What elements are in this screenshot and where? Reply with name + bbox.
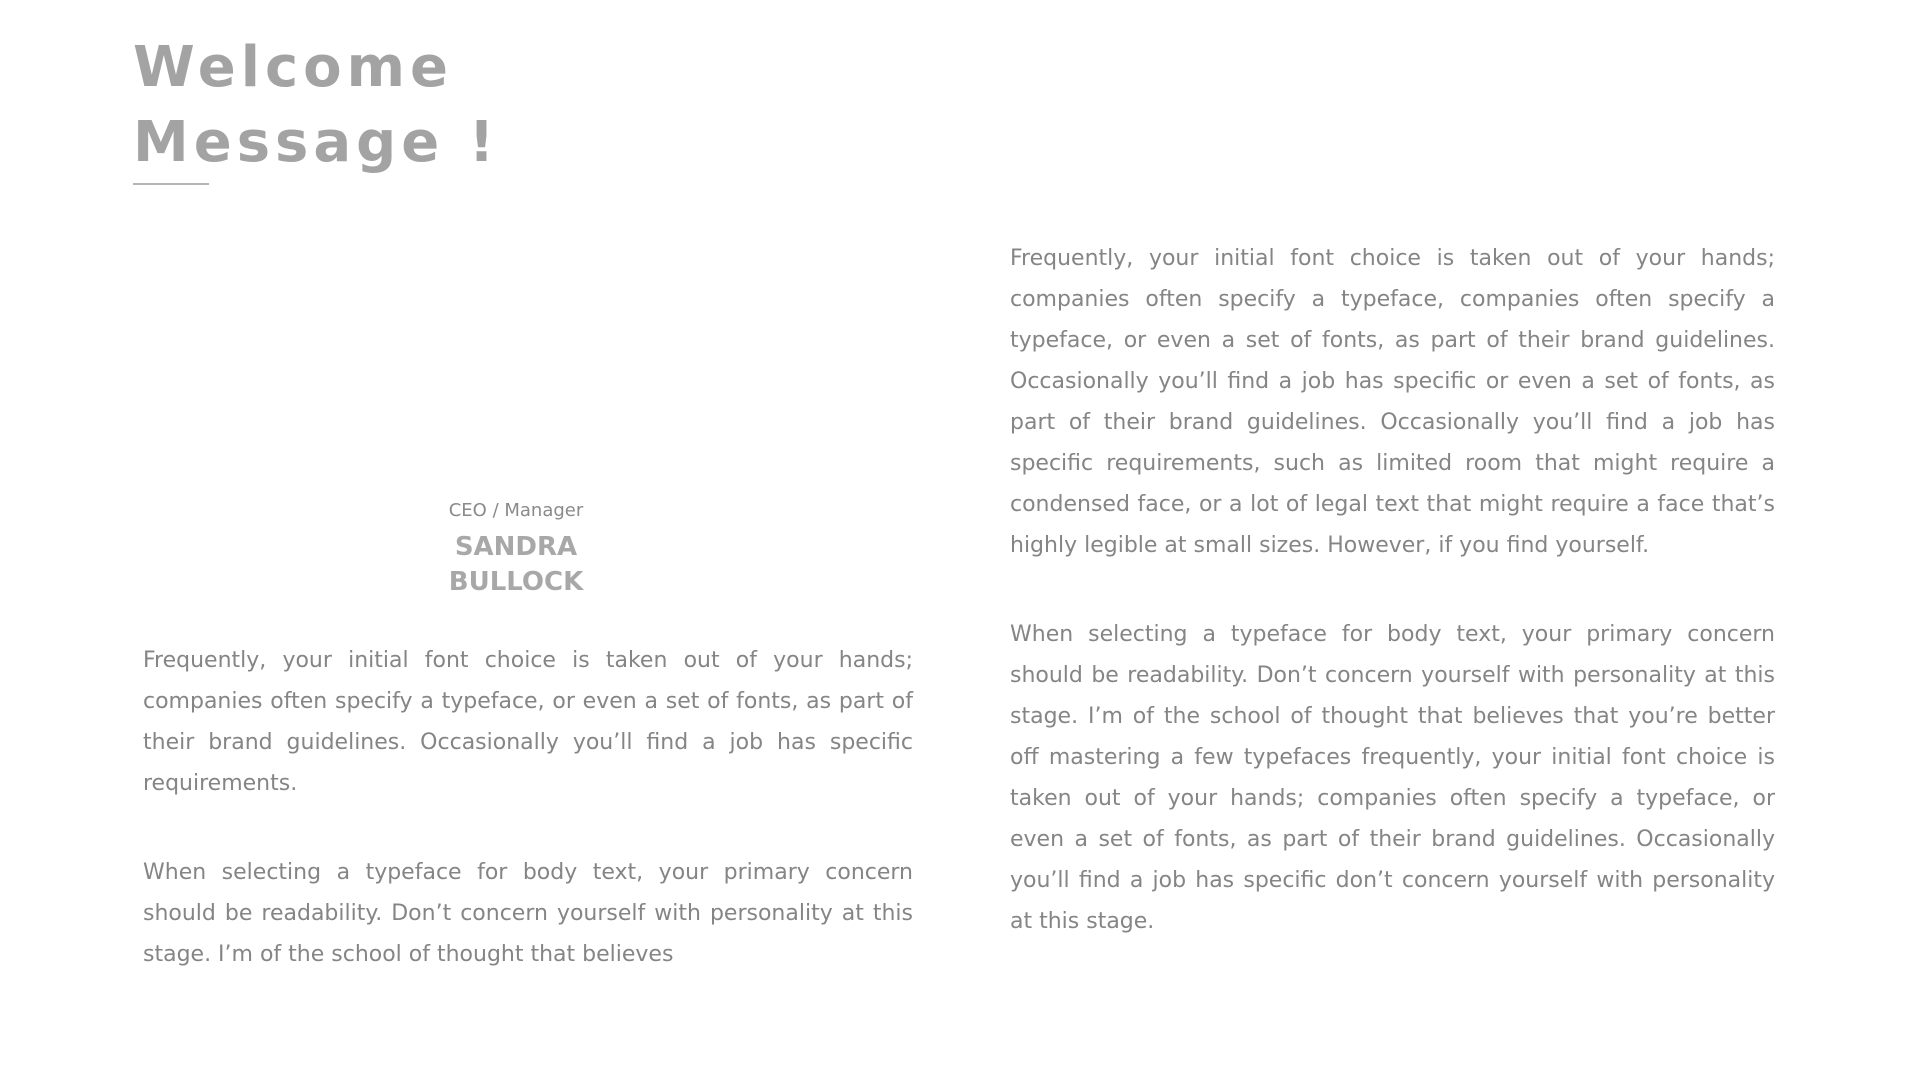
right-paragraph-1: Frequently, your initial font choice is taken out of your hands; companies often specify a typeface, companies often specify a typeface, or even a set of fonts, as part of their brand guidelines. Occasionally you’ll find a job has specific or even a set of fonts, as part of their brand guidelines. Occasionally you’ll find a job has specific requirements, such as limited room that might require a condensed face, or a lot of legal text that might require a face that’s highly legible at small sizes. However, if you find yourself. xyxy=(1010,246,1775,558)
left-paragraph-1: Frequently, your initial font choice is taken out of your hands; companies often specify a typeface, or even a set of fonts, as part of their brand guidelines. Occasionally you’ll find a job has specific requirements. xyxy=(143,648,913,796)
page-title-line-2: Message ! xyxy=(133,110,500,175)
person-last-name: BULLOCK xyxy=(448,567,584,597)
person-role: CEO / Manager xyxy=(448,500,584,521)
title-underline xyxy=(133,183,209,185)
page-title xyxy=(133,30,499,180)
person-name xyxy=(416,530,616,600)
page-title-line-1: Welcome xyxy=(133,35,453,100)
left-paragraph-2: When selecting a typeface for body text, your primary concern should be readability. Don’t concern yourself with personality at this stage. I’m of the school of thought that believes xyxy=(143,860,913,967)
right-paragraph-2: When selecting a typeface for body text, your primary concern should be readability. Don’t concern yourself with personality at this stage. I’m of the school of thought that believes that you’re better off mastering a few typefaces frequently, your initial font choice is taken out of your hands; companies often specify a typeface, or even a set of fonts, as part of their brand guidelines. Occasionally you’ll find a job has specific don’t concern yourself with personality at this stage. xyxy=(1010,622,1775,934)
person-first-name: SANDRA xyxy=(454,532,578,562)
